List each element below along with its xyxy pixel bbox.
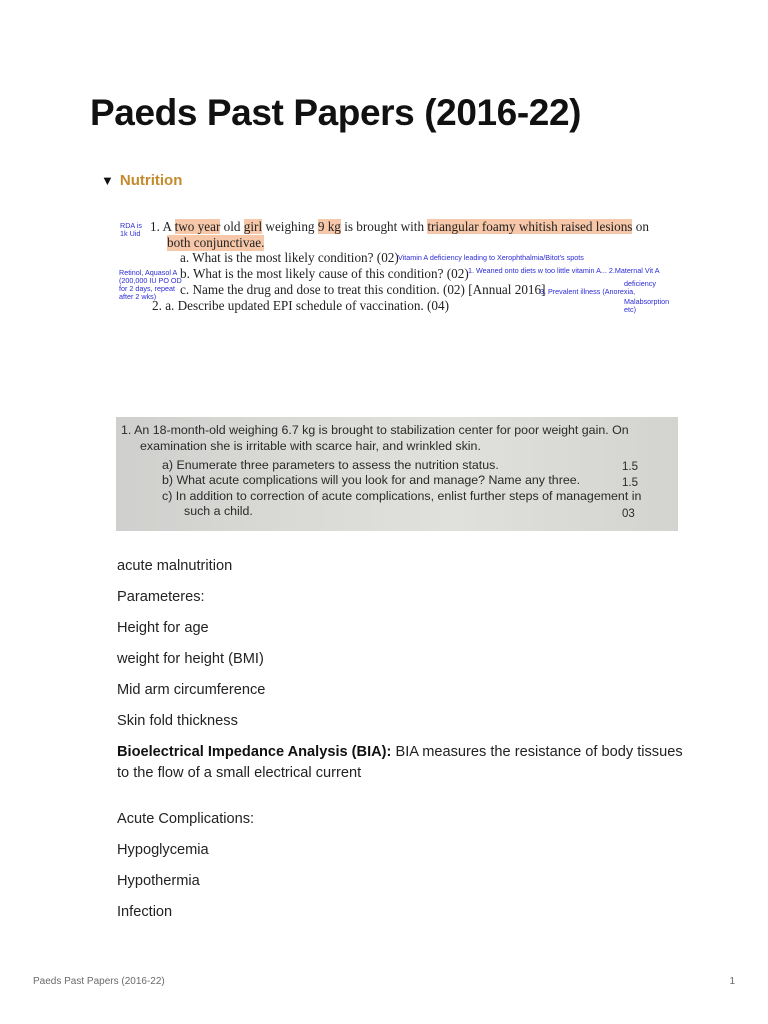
text-line: Height for age	[117, 620, 209, 636]
photo-question-a: a) Enumerate three parameters to assess the nutrition status.	[162, 458, 499, 472]
text-line: Hypothermia	[117, 873, 200, 889]
question-2a: 2. a. Describe updated EPI schedule of vaccination. (04)	[152, 298, 449, 313]
annotation-malabsorption: Malabsorption etc)	[624, 297, 670, 314]
text-line: weight for height (BMI)	[117, 651, 264, 667]
bia-paragraph: Bioelectrical Impedance Analysis (BIA): BIA measures the resistance of body tissues to the flow of a small electrical current	[117, 744, 683, 781]
text-line: Infection	[117, 904, 173, 920]
text-line: acute malnutrition	[117, 558, 233, 574]
annotation-prevalent: 3. Prevalent illness (Anorexia,	[540, 287, 636, 296]
photo-question-line-1: 1. An 18-month-old weighing 6.7 kg is brought to stabilization center for poor weight gain. On	[121, 423, 629, 437]
marks-c: 03	[622, 508, 635, 520]
text-line: Hypoglycemia	[117, 842, 209, 858]
annotation-rda: RDA is 1k Uid	[120, 221, 142, 238]
triangle-down-icon[interactable]: ▼	[101, 173, 114, 188]
annotation-retinol: Retinol, Aquasol A (200,000 IU PO OD for 2 days, repeat after 2 wks)	[119, 268, 182, 301]
annotation-causes: 1. Weaned onto diets w too little vitamin A... 2.Maternal Vit A	[468, 266, 660, 275]
text-line: Parameteres:	[117, 589, 205, 605]
question-1-line-2: both conjunctivae.	[167, 235, 265, 250]
page-title: Paeds Past Papers (2016-22)	[90, 92, 582, 133]
photo-question-c-cont: such a child.	[184, 504, 253, 518]
annotation-deficiency: deficiency	[624, 279, 656, 288]
marks-a: 1.5	[622, 461, 638, 473]
marks-b: 1.5	[622, 477, 638, 489]
question-1b: b. What is the most likely cause of this condition? (02)	[180, 266, 469, 281]
question-1c: c. Name the drug and dose to treat this condition. (02) [Annual 2016]	[180, 282, 546, 297]
annotation-vitamin-a: Vitamin A deficiency leading to Xerophthalmia/Bitot's spots	[398, 253, 584, 262]
exam-snippet-photo	[116, 417, 678, 531]
answer-notes	[117, 556, 692, 933]
nutrition-toggle[interactable]	[101, 172, 182, 189]
question-1-line-1: 1. A two year old girl weighing 9 kg is brought with triangular foamy whitish raised lesions on	[150, 219, 649, 234]
bia-term: Bioelectrical Impedance Analysis (BIA)	[117, 744, 387, 760]
page-number: 1	[729, 976, 735, 987]
photo-question-c: c) In addition to correction of acute complications, enlist further steps of management in	[162, 489, 642, 503]
photo-question-line-2: examination she is irritable with scarce hair, and wrinkled skin.	[140, 439, 481, 453]
photo-question-b: b) What acute complications will you look for and manage? Name any three.	[162, 473, 581, 487]
text-line: Acute Complications:	[117, 811, 255, 827]
text-line: Skin fold thickness	[117, 713, 238, 729]
bia-definition: BIA measures the resistance of body tissues to the flow of a small electrical current	[117, 744, 683, 781]
question-1a: a. What is the most likely condition? (02)	[180, 250, 399, 265]
text-line: Mid arm circumference	[117, 682, 266, 698]
toggle-label[interactable]: Nutrition	[119, 172, 183, 189]
footer-title: Paeds Past Papers (2016-22)	[33, 976, 165, 987]
exam-snippet-2016	[116, 214, 682, 316]
